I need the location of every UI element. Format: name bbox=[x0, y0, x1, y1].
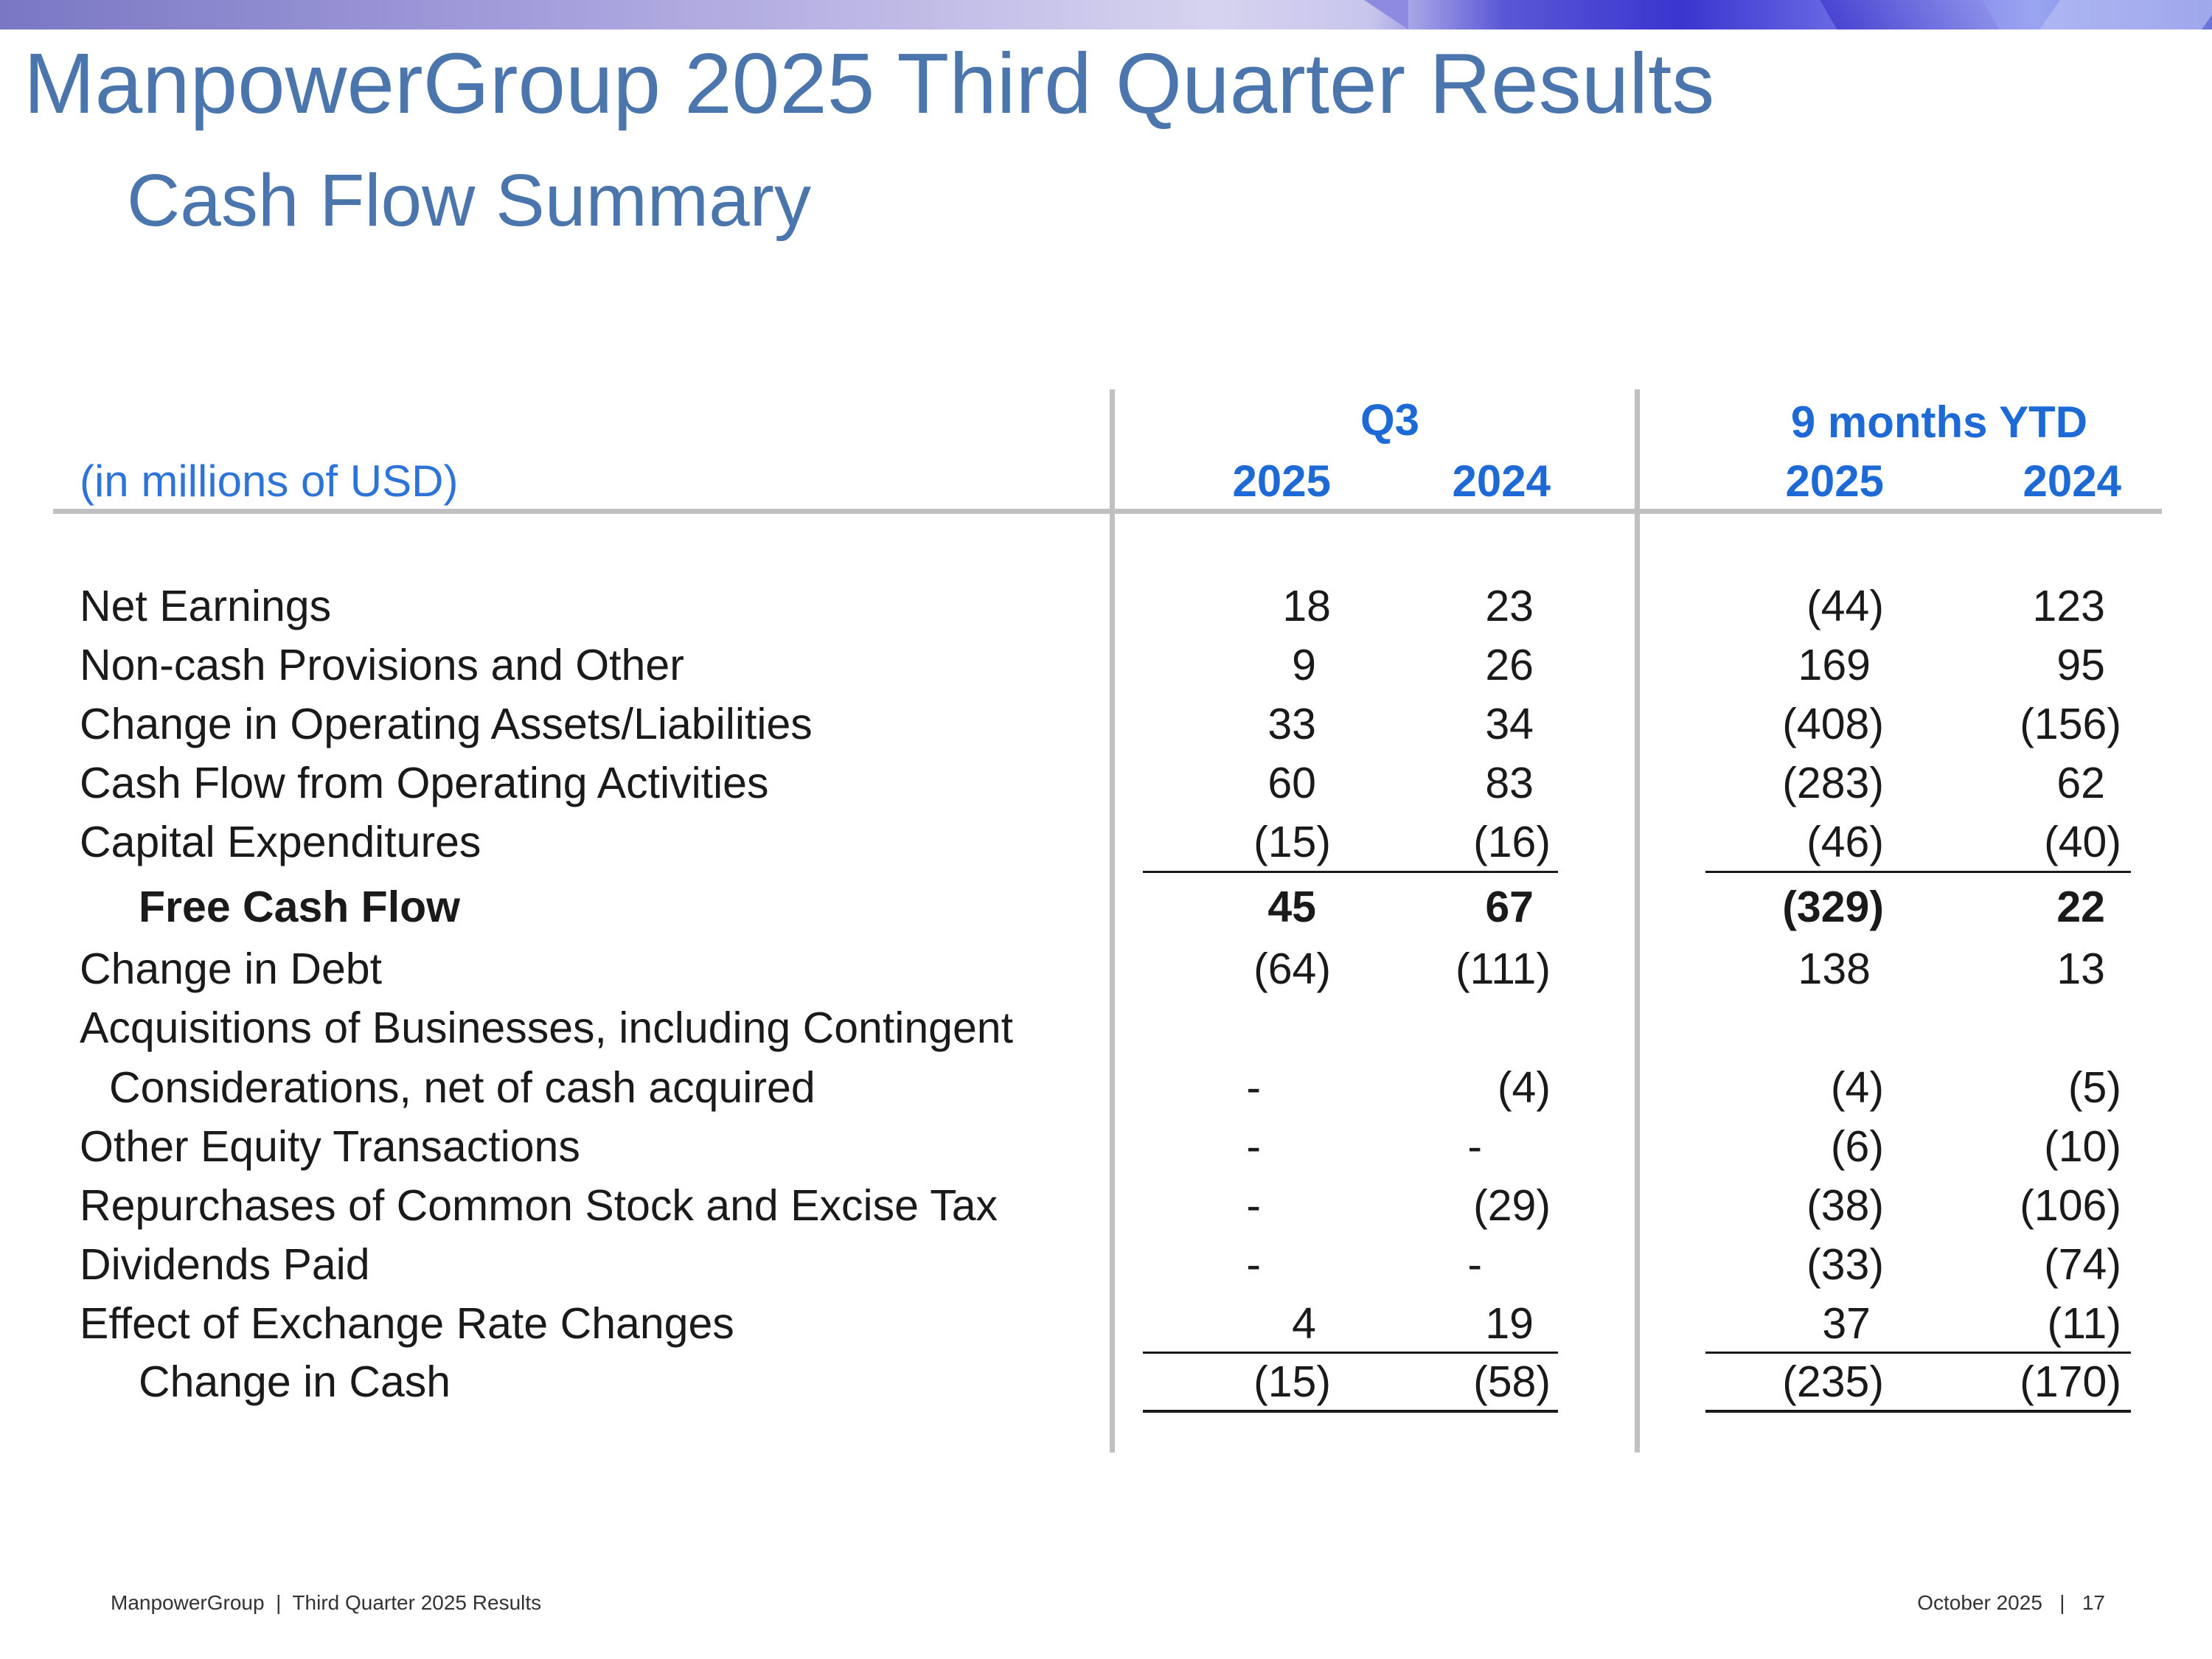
row-label-continued: Considerations, net of cash acquired bbox=[109, 1063, 815, 1112]
cell-value: (11) bbox=[2047, 1299, 2121, 1348]
cell-value: 60 bbox=[1267, 759, 1316, 807]
cell-value: - bbox=[1246, 1181, 1261, 1230]
column-header-ytd-2025: 2025 bbox=[1785, 456, 1884, 506]
row-label-free-cash-flow: Free Cash Flow bbox=[139, 883, 461, 931]
row-label: Capital Expenditures bbox=[80, 818, 481, 866]
cell-value: (5) bbox=[2067, 1063, 2121, 1112]
cell-value: (46) bbox=[1806, 818, 1884, 866]
cell-value: - bbox=[1246, 1063, 1261, 1112]
subtotal-line-ytd bbox=[1705, 1352, 2131, 1354]
cell-value: (111) bbox=[1455, 945, 1551, 993]
cell-value: (4) bbox=[1497, 1063, 1551, 1112]
cell-value: (329) bbox=[1782, 883, 1884, 931]
group-header-ytd: 9 months YTD bbox=[1790, 397, 2088, 447]
cell-value: (40) bbox=[2044, 818, 2121, 866]
cell-value: 169 bbox=[1798, 641, 1871, 689]
units-label: (in millions of USD) bbox=[80, 456, 459, 506]
cell-value: - bbox=[1246, 1240, 1261, 1289]
cell-value: - bbox=[1467, 1122, 1482, 1171]
cell-value: 26 bbox=[1485, 641, 1534, 689]
page-subtitle: Cash Flow Summary bbox=[127, 159, 811, 242]
row-label: Cash Flow from Operating Activities bbox=[80, 759, 769, 807]
cell-value: (408) bbox=[1782, 700, 1884, 748]
cell-value: 67 bbox=[1485, 883, 1534, 931]
top-banner bbox=[0, 0, 2212, 29]
cell-value: (10) bbox=[2044, 1122, 2121, 1171]
cell-value: 33 bbox=[1267, 700, 1316, 748]
cell-value: 37 bbox=[1822, 1299, 1871, 1348]
subtotal-line-ytd bbox=[1705, 871, 2131, 873]
cell-value: 9 bbox=[1292, 641, 1316, 689]
cell-value: 95 bbox=[2056, 641, 2105, 689]
cell-value: (29) bbox=[1473, 1181, 1551, 1230]
row-label-change-in-cash: Change in Cash bbox=[139, 1357, 451, 1406]
cell-value: - bbox=[1467, 1240, 1482, 1289]
cell-value: 22 bbox=[2056, 883, 2105, 931]
header-rule bbox=[53, 509, 2162, 514]
total-line-q3 bbox=[1143, 1410, 1558, 1413]
column-divider-q3 bbox=[1110, 389, 1115, 1453]
cell-value: 23 bbox=[1485, 582, 1534, 630]
cell-value: - bbox=[1246, 1122, 1261, 1171]
group-header-q3: Q3 bbox=[1360, 395, 1420, 445]
cell-value: (15) bbox=[1253, 1357, 1331, 1406]
cell-value: 62 bbox=[2056, 759, 2105, 807]
subtotal-line-q3 bbox=[1143, 871, 1558, 873]
banner-facet bbox=[2039, 0, 2212, 29]
footer-right: October 2025 | 17 bbox=[1917, 1591, 2105, 1614]
cell-value: (283) bbox=[1782, 759, 1884, 807]
cell-value: (33) bbox=[1806, 1240, 1884, 1289]
row-label: Net Earnings bbox=[80, 582, 332, 630]
cell-value: (44) bbox=[1806, 582, 1884, 630]
row-label: Acquisitions of Businesses, including Contingent bbox=[80, 1004, 1013, 1052]
column-header-q3-2025: 2025 bbox=[1232, 456, 1331, 506]
column-header-ytd-2024: 2024 bbox=[2023, 456, 2121, 506]
cell-value: (6) bbox=[1830, 1122, 1884, 1171]
cell-value: 18 bbox=[1282, 582, 1331, 630]
row-label: Repurchases of Common Stock and Excise Tax bbox=[80, 1181, 998, 1230]
total-line-ytd bbox=[1705, 1410, 2131, 1413]
cell-value: (156) bbox=[2020, 700, 2121, 748]
cell-value: (106) bbox=[2020, 1181, 2121, 1230]
row-label: Effect of Exchange Rate Changes bbox=[80, 1299, 734, 1348]
cell-value: (4) bbox=[1830, 1063, 1884, 1112]
cell-value: (15) bbox=[1253, 818, 1331, 866]
cell-value: (64) bbox=[1253, 945, 1331, 993]
cell-value: 123 bbox=[2032, 582, 2105, 630]
row-label: Dividends Paid bbox=[80, 1240, 370, 1289]
footer-left: ManpowerGroup | Third Quarter 2025 Results bbox=[111, 1591, 542, 1614]
row-label: Non-cash Provisions and Other bbox=[80, 641, 684, 689]
cell-value: 4 bbox=[1292, 1299, 1316, 1348]
cell-value: (170) bbox=[2020, 1357, 2121, 1406]
cell-value: 45 bbox=[1267, 883, 1316, 931]
cell-value: 13 bbox=[2056, 945, 2105, 993]
cell-value: 19 bbox=[1485, 1299, 1534, 1348]
row-label: Change in Operating Assets/Liabilities bbox=[80, 700, 813, 748]
page-title: ManpowerGroup 2025 Third Quarter Results bbox=[24, 35, 1715, 131]
banner-facet bbox=[1364, 0, 1408, 29]
row-label: Other Equity Transactions bbox=[80, 1122, 580, 1171]
cell-value: 83 bbox=[1485, 759, 1534, 807]
column-header-q3-2024: 2024 bbox=[1452, 456, 1551, 506]
cell-value: (16) bbox=[1473, 818, 1551, 866]
row-label: Change in Debt bbox=[80, 945, 383, 993]
subtotal-line-q3 bbox=[1143, 1352, 1558, 1354]
cell-value: (74) bbox=[2044, 1240, 2121, 1289]
cell-value: (58) bbox=[1473, 1357, 1551, 1406]
column-divider-ytd bbox=[1635, 389, 1640, 1453]
cell-value: 34 bbox=[1485, 700, 1534, 748]
cell-value: (235) bbox=[1782, 1357, 1884, 1406]
cell-value: (38) bbox=[1806, 1181, 1884, 1230]
banner-facet bbox=[1820, 0, 1999, 29]
cell-value: 138 bbox=[1798, 945, 1871, 993]
